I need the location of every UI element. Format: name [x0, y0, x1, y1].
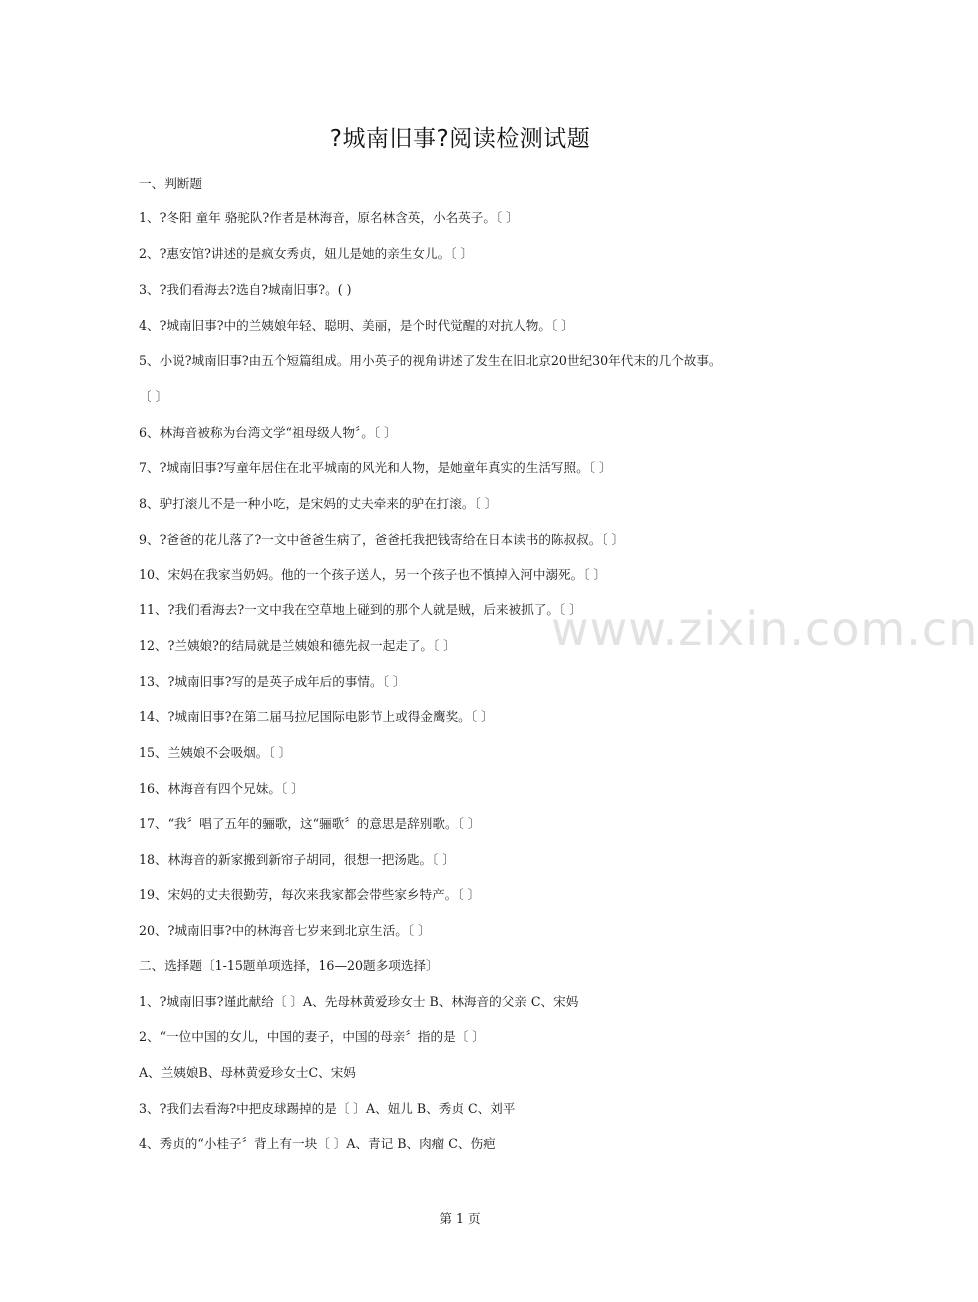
choice-line: A、兰姨娘B、母林黄爱珍女士C、宋妈 — [139, 1065, 356, 1080]
choice-line: 3、?我们去看海?中把皮球踢掉的是〔 〕A、妞儿 B、秀贞 C、刘平 — [139, 1101, 516, 1116]
question-line: 5、小说?城南旧事?由五个短篇组成。用小英子的视角讲述了发生在旧北京20世纪30年代末的几个故事。 — [139, 353, 722, 368]
question-line: 18、林海音的新家搬到新帘子胡同，很想一把汤匙。〔 〕 — [139, 852, 455, 867]
question-line: 6、林海音被称为台湾文学“祖母级人物〞。〔 〕 — [139, 425, 397, 440]
question-line: 14、?城南旧事?在第二届马拉尼国际电影节上或得金鹰奖。〔 〕 — [139, 709, 494, 724]
watermark: www.zixin.com.cn — [551, 602, 978, 656]
question-line: 4、?城南旧事?中的兰姨娘年轻、聪明、美丽，是个时代觉醒的对抗人物。〔 〕 — [139, 318, 574, 333]
page-number: 第 1 页 — [439, 1211, 481, 1226]
choice-line: 2、“一位中国的女儿，中国的妻子，中国的母亲〞指的是〔 〕 — [139, 1029, 485, 1044]
question-line: 10、宋妈在我家当奶妈。他的一个孩子送人，另一个孩子也不慎掉入河中溺死。〔 〕 — [139, 567, 607, 582]
question-line: 7、?城南旧事?写童年居住在北平城南的风光和人物，是她童年真实的生活写照。〔 〕 — [139, 460, 612, 475]
page-title: ?城南旧事?阅读检测试题 — [329, 126, 591, 152]
question-line: 1、?冬阳 童年 骆驼队?作者是林海音，原名林含英，小名英子。〔 〕 — [139, 210, 519, 225]
question-line: 19、宋妈的丈夫很勤劳，每次来我家都会带些家乡特产。〔 〕 — [139, 887, 481, 902]
question-line: 20、?城南旧事?中的林海音七岁来到北京生活。〔 〕 — [139, 923, 431, 938]
question-line: 8、驴打滚儿不是一种小吃，是宋妈的丈夫牵来的驴在打滚。〔 〕 — [139, 496, 498, 511]
question-line: 15、兰姨娘不会吸烟。〔 〕 — [139, 745, 292, 760]
question-line: 17、“我〞唱了五年的骊歌，这“骊歌〞的意思是辞别歌。〔 〕 — [139, 816, 481, 831]
section-heading-judge: 一、判断题 — [139, 176, 202, 191]
question-line: 3、?我们看海去?选自?城南旧事?。( ) — [139, 282, 352, 297]
question-line-continuation: 〔 〕 — [139, 389, 169, 404]
question-line: 13、?城南旧事?写的是英子成年后的事情。〔 〕 — [139, 674, 406, 689]
question-line: 9、?爸爸的花儿落了?一文中爸爸生病了，爸爸托我把钱寄给在日本读书的陈叔叔。〔 〕 — [139, 532, 625, 547]
question-line: 16、林海音有四个兄妹。〔 〕 — [139, 781, 304, 796]
choice-line: 1、?城南旧事?谨此献给〔 〕A、先母林黄爱珍女士 B、林海音的父亲 C、宋妈 — [139, 994, 579, 1009]
choice-line: 4、秀贞的“小桂子〞背上有一块〔 〕A、青记 B、肉瘤 C、伤疤 — [139, 1136, 496, 1151]
question-line: 2、?惠安馆?讲述的是疯女秀贞，妞儿是她的亲生女儿。〔 〕 — [139, 246, 474, 261]
question-line: 12、?兰姨娘?的结局就是兰姨娘和德先叔一起走了。〔 〕 — [139, 638, 456, 653]
section-heading-choice: 二、选择题〔1-15题单项选择，16—20题多项选择〕 — [139, 958, 439, 973]
question-line: 11、?我们看海去?一文中我在空草地上碰到的那个人就是贼，后来被抓了。〔 〕 — [139, 602, 582, 617]
